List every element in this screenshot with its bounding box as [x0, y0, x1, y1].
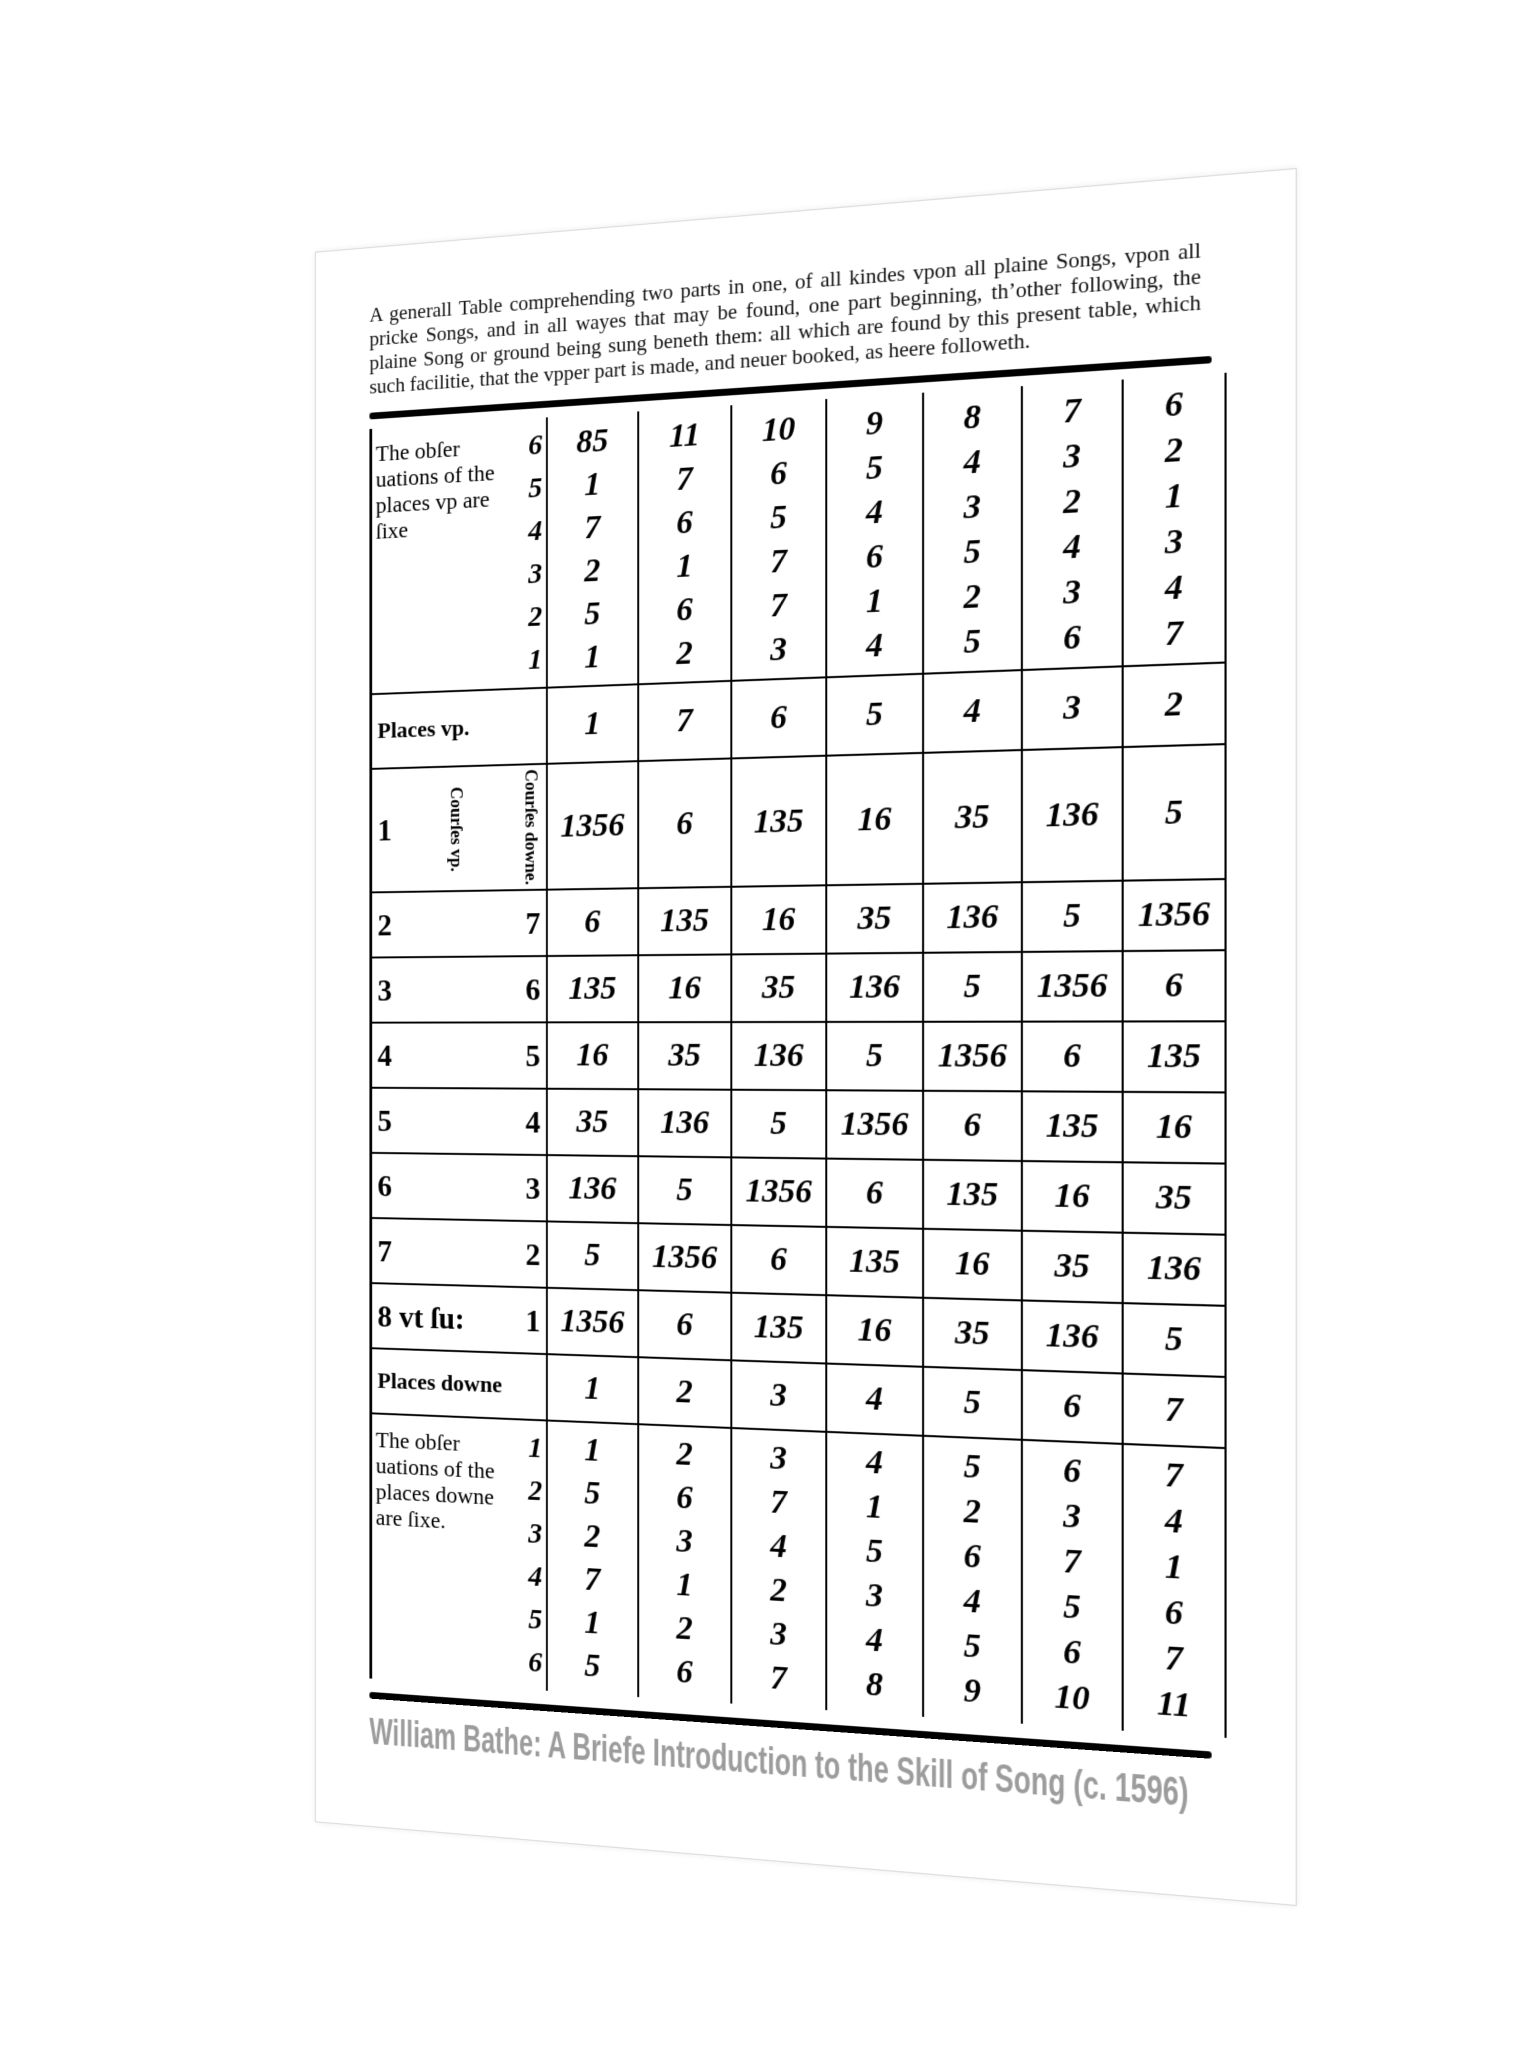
course-value: 1356 — [1123, 879, 1226, 951]
course-value: 136 — [923, 882, 1022, 953]
course-value: 6 — [731, 1225, 826, 1295]
bottom-observations-row-label-wrap — [372, 1414, 546, 1690]
course-value: 135 — [1123, 1021, 1226, 1092]
places-up-row-label-cell — [371, 688, 547, 769]
courses-row — [371, 1021, 1226, 1092]
cell-value: 3 — [1063, 1497, 1081, 1537]
courses-row-label — [371, 1022, 547, 1088]
courses-row-label — [371, 890, 547, 958]
courses-row — [371, 744, 1226, 892]
cell-value: 2 — [676, 1609, 693, 1648]
course-value: 16 — [1022, 1161, 1123, 1233]
cell-value: 3 — [1022, 666, 1123, 750]
caption: William Bathe: A Briefe Introduction to the Skill of Song (c. 1596) — [369, 1711, 1189, 1816]
cell-value: 5 — [826, 674, 923, 756]
cell-value: 5 — [584, 1647, 601, 1685]
course-up-number: 7 — [377, 1232, 392, 1268]
top-observations-row-label: The obſer uations of the places vp are ſixe — [375, 436, 495, 545]
course-value: 35 — [1022, 1231, 1123, 1303]
cell-value: 4 — [1063, 527, 1081, 567]
courses-first-up: 1 — [377, 812, 392, 848]
bottom-observations-row — [371, 1413, 1226, 1738]
cell-value: 7 — [1164, 1456, 1183, 1496]
cell-value: 4 — [865, 493, 883, 532]
row-numbers — [514, 423, 546, 682]
course-value: 5 — [1123, 1303, 1226, 1377]
course-value: 16 — [1123, 1092, 1226, 1164]
cell-value: 1 — [584, 1431, 601, 1469]
column-cell — [547, 1420, 638, 1697]
courses-row-numbers — [372, 967, 546, 1011]
cell-value: 11 — [669, 416, 700, 455]
course-value: 35 — [1123, 1162, 1226, 1234]
cell-value: 7 — [770, 586, 787, 625]
cell-value: 3 — [865, 1576, 883, 1616]
cell-value: 9 — [865, 404, 883, 443]
column-cell — [731, 399, 826, 681]
row-number: 2 — [528, 600, 543, 633]
course-value: 35 — [547, 1089, 638, 1156]
cell-value: 4 — [865, 1443, 883, 1482]
row-number: 6 — [528, 428, 543, 462]
cell-value: 5 — [963, 1626, 981, 1666]
cell-value: 3 — [963, 487, 981, 527]
cell-value: 1 — [676, 1566, 693, 1604]
top-observations-row-label-cell — [371, 417, 547, 694]
cell-value: 3 — [770, 630, 787, 669]
cell-value: 4 — [1164, 1501, 1183, 1542]
courses-row-label — [371, 764, 547, 893]
courses-row-label — [371, 956, 547, 1023]
cell-value: 3 — [770, 1439, 787, 1478]
course-value: 136 — [731, 1022, 826, 1090]
row-number: 6 — [528, 1645, 543, 1679]
cell-value: 10 — [1054, 1677, 1090, 1719]
cell-value: 5 — [584, 1474, 601, 1512]
cell-value: 3 — [1063, 573, 1081, 612]
cell-value: 1 — [676, 547, 693, 585]
course-down-number: 6 — [525, 971, 541, 1007]
courses-row-label — [371, 1218, 547, 1288]
cell-value: 8 — [865, 1665, 883, 1704]
course-down-number: 4 — [525, 1103, 541, 1139]
cell-value: 7 — [770, 1659, 787, 1698]
cell-value: 6 — [770, 454, 787, 493]
course-down-number: 2 — [525, 1236, 541, 1272]
row-number: 5 — [528, 471, 543, 505]
cell-value: 6 — [1022, 1370, 1123, 1444]
course-value: 136 — [1022, 747, 1123, 882]
column-cell — [826, 1432, 923, 1717]
course-value: 16 — [731, 885, 826, 954]
cell-value: 3 — [676, 1522, 693, 1561]
course-down-number: 1 — [525, 1302, 541, 1338]
row-number: 1 — [528, 1431, 543, 1465]
course-value: 6 — [1123, 950, 1226, 1021]
cell-value: 6 — [1164, 384, 1183, 425]
course-up-number: 6 — [377, 1167, 392, 1203]
courses-row-numbers — [372, 1294, 546, 1343]
row-number: 4 — [528, 514, 543, 548]
course-value: 135 — [731, 756, 826, 887]
cell-value: 6 — [676, 503, 693, 542]
cell-value: 4 — [865, 626, 883, 665]
cell-value: 7 — [1063, 1542, 1081, 1582]
column-cell — [1123, 1444, 1226, 1738]
column-cell — [638, 1424, 731, 1703]
music-table — [369, 373, 1226, 1738]
cell-value: 2 — [1123, 663, 1226, 748]
course-value: 6 — [826, 1159, 923, 1229]
course-value: 16 — [826, 1295, 923, 1367]
course-value: 1356 — [826, 1090, 923, 1160]
course-up-number: 3 — [377, 972, 392, 1007]
cell-value: 5 — [963, 532, 981, 572]
courses-down-label: Courſes downe. — [521, 768, 541, 886]
course-value: 136 — [1022, 1300, 1123, 1373]
cell-value: 7 — [1063, 391, 1081, 431]
course-value: 5 — [923, 952, 1022, 1022]
course-value: 35 — [638, 1022, 731, 1090]
courses-row — [371, 1088, 1226, 1164]
courses-up-label: Courſes vp. — [447, 785, 466, 872]
courses-row-label — [371, 1153, 547, 1222]
cell-value: 7 — [770, 542, 787, 581]
cell-value: 6 — [676, 591, 693, 629]
cell-value: 6 — [963, 1537, 981, 1576]
cell-value: 7 — [676, 460, 693, 498]
cell-value: 2 — [770, 1571, 787, 1610]
course-value: 6 — [638, 758, 731, 888]
cell-value: 5 — [584, 595, 601, 633]
cell-value: 3 — [731, 1360, 826, 1432]
course-value: 135 — [638, 887, 731, 955]
courses-row-numbers — [372, 901, 546, 947]
print-card — [315, 168, 1297, 1906]
places-down-row-label: Places downe — [377, 1368, 503, 1399]
cell-value: 7 — [1164, 614, 1183, 654]
cell-value: 6 — [1063, 1451, 1081, 1491]
cell-value: 2 — [584, 1518, 601, 1556]
column-cell — [1123, 373, 1226, 667]
cell-value: 1 — [584, 465, 601, 504]
cell-value: 3 — [1063, 436, 1081, 477]
course-value: 136 — [638, 1089, 731, 1157]
cell-value: 6 — [676, 1653, 693, 1691]
cell-value: 5 — [865, 1532, 883, 1571]
row-number: 5 — [528, 1602, 543, 1636]
cell-value: 9 — [963, 1671, 981, 1711]
bottom-observations-row-label: The obſer uations of the places downe are ſixe. — [375, 1427, 495, 1535]
course-value: 5 — [1123, 744, 1226, 881]
cell-value: 7 — [584, 509, 601, 547]
cell-value: 8 — [963, 398, 981, 437]
course-value: 5 — [547, 1221, 638, 1290]
course-value: 6 — [923, 1091, 1022, 1161]
course-value: 16 — [826, 753, 923, 885]
cell-value: 2 — [638, 1357, 731, 1428]
cell-value: 2 — [584, 552, 601, 590]
courses-row-numbers — [372, 1099, 546, 1144]
course-value: 5 — [1022, 881, 1123, 952]
cell-value: 11 — [1156, 1684, 1191, 1726]
course-value: 135 — [826, 1227, 923, 1298]
course-value: 35 — [826, 884, 923, 954]
cell-value: 5 — [963, 622, 981, 662]
courses-row-label — [371, 1088, 547, 1155]
column-cell — [1022, 380, 1123, 671]
column-cell — [547, 411, 638, 687]
courses-row-numbers — [372, 1034, 546, 1078]
courses-row-label — [371, 1283, 547, 1354]
cell-value: 5 — [923, 1367, 1022, 1440]
cell-value: 1 — [584, 638, 601, 676]
cell-value: 1 — [547, 1354, 638, 1424]
course-value: 136 — [1123, 1233, 1226, 1306]
cell-value: 2 — [676, 634, 693, 672]
cell-value: 2 — [963, 1492, 981, 1532]
cell-value: 2 — [963, 577, 981, 617]
cell-value: 4 — [963, 442, 981, 482]
course-value: 5 — [731, 1090, 826, 1159]
course-value: 35 — [731, 954, 826, 1022]
courses-row-numbers — [372, 1164, 546, 1210]
cell-value: 4 — [923, 670, 1022, 753]
course-up-number: 8 vt ſu: — [377, 1298, 465, 1336]
bottom-observations-row-label-cell — [371, 1413, 547, 1690]
cell-value: 1 — [547, 684, 638, 763]
cell-value: 2 — [676, 1435, 693, 1473]
cell-value: 1 — [584, 1604, 601, 1642]
course-up-number: 5 — [377, 1102, 392, 1138]
top-observations-row-label-wrap — [372, 417, 546, 693]
cell-value: 5 — [1063, 1587, 1081, 1627]
course-value: 16 — [547, 1022, 638, 1089]
cell-value: 6 — [865, 537, 883, 576]
course-value: 1356 — [731, 1157, 826, 1227]
course-value: 16 — [923, 1229, 1022, 1301]
course-value: 6 — [547, 888, 638, 956]
cell-value: 4 — [826, 1364, 923, 1436]
course-value: 1356 — [923, 1022, 1022, 1092]
course-up-number: 4 — [377, 1037, 392, 1073]
course-value: 5 — [826, 1022, 923, 1091]
course-value: 136 — [826, 953, 923, 1022]
course-value: 135 — [731, 1293, 826, 1364]
courses-row — [371, 879, 1226, 957]
top-observations-row — [371, 373, 1226, 694]
cell-value: 5 — [770, 498, 787, 537]
course-value: 1356 — [547, 1288, 638, 1357]
course-value: 135 — [547, 955, 638, 1022]
cell-value: 6 — [1063, 1632, 1081, 1673]
cell-value: 2 — [1164, 430, 1183, 471]
course-value: 16 — [638, 954, 731, 1022]
cell-value: 1 — [1164, 1547, 1183, 1587]
course-down-number: 3 — [525, 1169, 541, 1206]
course-down-number: 7 — [525, 904, 541, 941]
cell-value: 2 — [1063, 482, 1081, 522]
cell-value: 7 — [770, 1483, 787, 1522]
places-up-row-label: Places vp. — [377, 715, 470, 744]
course-value: 135 — [1022, 1091, 1123, 1162]
column-cell — [1022, 1440, 1123, 1731]
cell-value: 4 — [770, 1527, 787, 1566]
course-value: 35 — [923, 1298, 1022, 1370]
places-down-row-label-cell — [371, 1348, 547, 1420]
column-cell — [638, 405, 731, 684]
column-cell — [731, 1428, 826, 1710]
courses-row — [371, 950, 1226, 1022]
cell-value: 1 — [1164, 476, 1183, 517]
row-number: 4 — [528, 1559, 543, 1593]
cell-value: 6 — [676, 1479, 693, 1517]
row-number: 2 — [528, 1474, 543, 1508]
cell-value: 1 — [865, 1487, 883, 1527]
row-numbers — [514, 1426, 546, 1685]
column-cell — [826, 393, 923, 678]
cell-value: 10 — [761, 410, 796, 450]
course-value: 135 — [923, 1160, 1022, 1231]
print-card-stage — [315, 168, 1297, 1906]
course-value: 6 — [1022, 1021, 1123, 1091]
course-value: 1356 — [547, 761, 638, 890]
cell-value: 7 — [1164, 1639, 1183, 1679]
cell-value: 6 — [1063, 618, 1081, 658]
cell-value: 4 — [1164, 568, 1183, 608]
column-cell — [923, 386, 1022, 674]
course-up-number: 2 — [377, 906, 392, 942]
row-number: 3 — [528, 557, 543, 591]
course-value: 1356 — [638, 1223, 731, 1292]
table-introduction: A generall Table comprehending two parts in one, of all kindes vpon all plaine Songs, vpon all pricke Songs, and in all wayes that may be found, one part beginning, th’other following, the plaine Song or ground being sung beneth them: all which are found by this present table, which such facilitie, that the vpper part is made, and neuer booked, as heere followeth. — [369, 237, 1201, 399]
cell-value: 5 — [865, 448, 883, 488]
cell-value: 6 — [731, 677, 826, 758]
cell-value: 4 — [865, 1621, 883, 1660]
row-number: 3 — [528, 1517, 543, 1551]
course-down-number: 5 — [525, 1037, 541, 1073]
cell-value: 5 — [963, 1447, 981, 1487]
cell-value: 4 — [963, 1582, 981, 1621]
cell-value: 7 — [584, 1561, 601, 1599]
course-value: 1356 — [1022, 951, 1123, 1022]
cell-value: 3 — [770, 1615, 787, 1654]
cell-value: 6 — [1164, 1593, 1183, 1633]
cell-value: 7 — [638, 681, 731, 761]
cell-value: 85 — [576, 422, 609, 461]
courses-header — [372, 765, 546, 892]
row-number: 1 — [528, 642, 543, 676]
cell-value: 1 — [865, 582, 883, 621]
column-cell — [923, 1436, 1022, 1724]
courses-row-numbers — [372, 1229, 546, 1277]
course-value: 136 — [547, 1155, 638, 1223]
course-value: 6 — [638, 1290, 731, 1360]
course-value: 35 — [923, 750, 1022, 884]
course-value: 5 — [638, 1156, 731, 1225]
cell-value: 3 — [1164, 522, 1183, 562]
cell-value: 7 — [1123, 1374, 1226, 1449]
